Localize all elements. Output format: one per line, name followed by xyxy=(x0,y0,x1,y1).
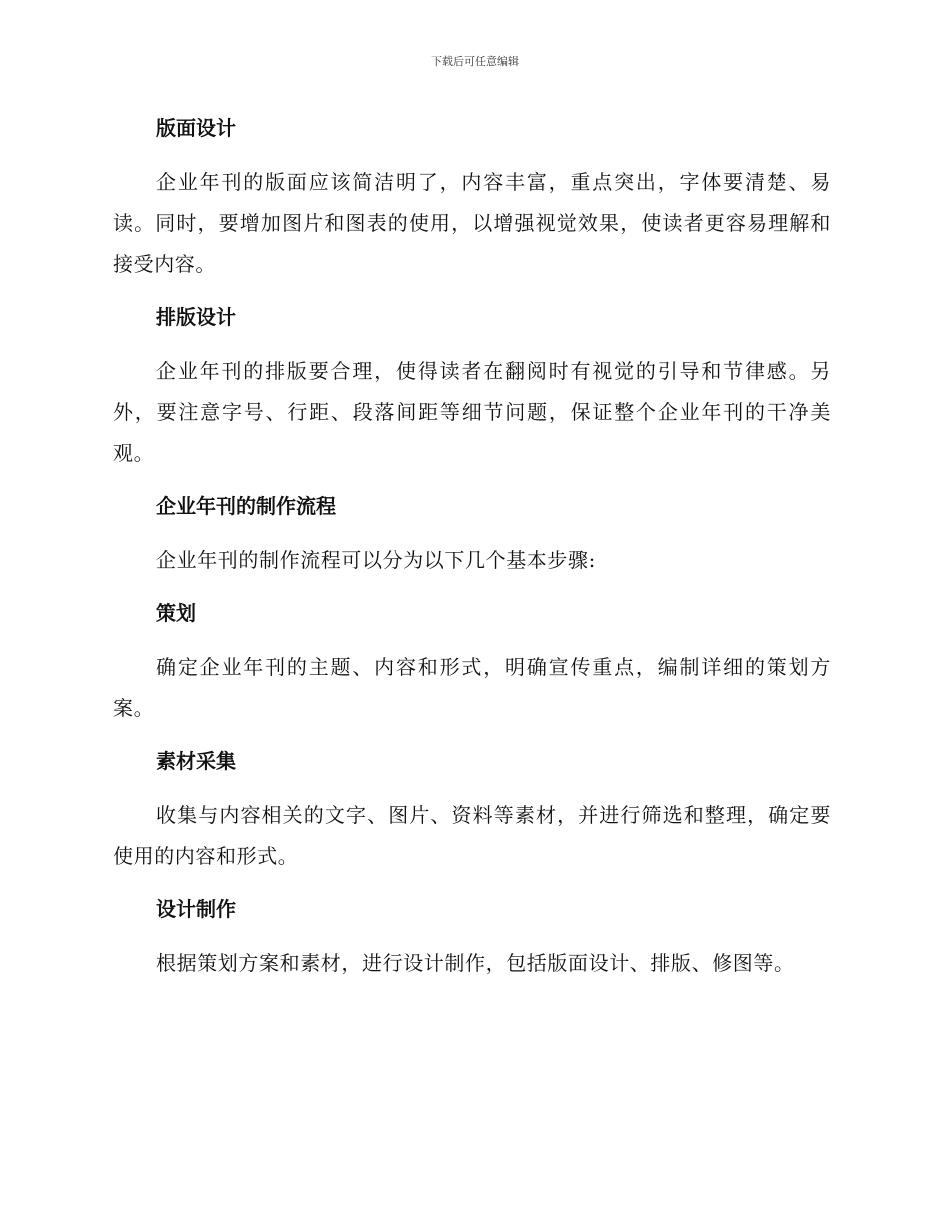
section-heading-production-process: 企业年刊的制作流程 xyxy=(156,494,336,518)
page-header: 下载后可任意编辑 xyxy=(431,55,519,68)
section-paragraph-production-process: 企业年刊的制作流程可以分为以下几个基本步骤: xyxy=(156,548,596,572)
section-heading-layout-design: 版面设计 xyxy=(156,116,236,140)
section-paragraph-material-collection: 收集与内容相关的文字、图片、资料等素材，并进行筛选和整理，确定要使用的内容和形式。 xyxy=(113,803,831,868)
section-paragraph-planning: 确定企业年刊的主题、内容和形式，明确宣传重点，编制详细的策划方案。 xyxy=(113,655,831,720)
section-paragraph-layout-design: 企业年刊的版面应该简洁明了，内容丰富，重点突出，字体要清楚、易读。同时，要增加图片和图表的使用，以增强视觉效果，使读者更容易理解和接受内容。 xyxy=(113,170,831,276)
section-heading-material-collection: 素材采集 xyxy=(156,749,236,773)
section-paragraph-typesetting-design: 企业年刊的排版要合理，使得读者在翻阅时有视觉的引导和节律感。另外，要注意字号、行距、段落间距等细节问题，保证整个企业年刊的干净美观。 xyxy=(113,359,831,465)
section-paragraph-design-production: 根据策划方案和素材，进行设计制作，包括版面设计、排版、修图等。 xyxy=(156,951,795,975)
section-heading-typesetting-design: 排版设计 xyxy=(156,305,236,329)
document-body xyxy=(113,108,831,996)
section-heading-planning: 策划 xyxy=(156,601,196,625)
section-heading-design-production: 设计制作 xyxy=(156,897,236,921)
